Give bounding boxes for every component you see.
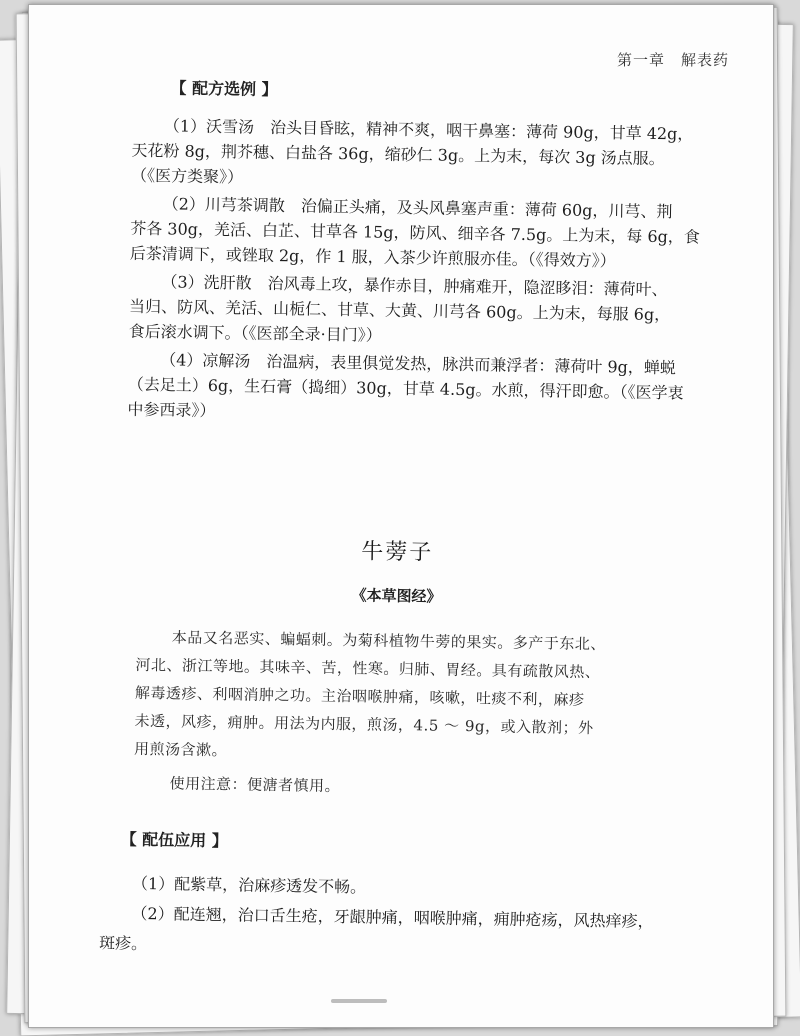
formula-item-1 bbox=[131, 113, 732, 197]
text-line: 中参西录》） bbox=[127, 399, 216, 421]
text-line: 河北、浙江等地。其味辛、苦，性寒。归肺、胃经。具有疏散风热、 bbox=[135, 655, 601, 682]
text-line: 未透，风疹，痈肿。用法为内服，煎汤，4.5 ～ 9g，或入散剂；外 bbox=[134, 711, 594, 738]
combination-section-label: 【 配伍应用 】 bbox=[120, 829, 228, 851]
formula-item-4 bbox=[127, 347, 728, 431]
list-item: （2）配连翘，治口舌生疮，牙龈肿痛，咽喉肿痛，痈肿疮疡，风热痒疹， bbox=[131, 903, 654, 932]
combination-list bbox=[99, 868, 700, 967]
formula-item-2 bbox=[130, 191, 731, 275]
text-line: 当归、防风、羌活、山栀仁、甘草、大黄、川芎各 60g。上为末，每服 6g， bbox=[128, 296, 671, 325]
text-line: 天花粉 8g，荆芥穗、白盐各 36g，缩砂仁 3g。上为末，每次 3g 汤点服。 bbox=[131, 140, 665, 169]
text-line: （2）川芎茶调散 治偏正头痛，及头风鼻塞声重：薄荷 60g，川芎、荆 bbox=[162, 194, 673, 222]
text-line: 解毒透疹、利咽消肿之功。主治咽喉肿痛，咳嗽，吐痰不利，麻疹 bbox=[134, 683, 585, 709]
text-line: （去足土）6g，生石膏（捣细）30g，甘草 4.5g。水煎，得汗即愈。（《医学衷 bbox=[127, 374, 684, 403]
list-item: 斑疹。 bbox=[98, 933, 148, 954]
herb-description bbox=[133, 623, 696, 806]
footer-mark bbox=[331, 999, 387, 1003]
text-line: （《医方类聚》） bbox=[130, 165, 244, 187]
text-line: 芥各 30g，羌活、白芷、甘草各 15g，防风、细辛各 7.5g。上为末，每 6g，食 bbox=[130, 218, 701, 247]
text-line: （4）凉解汤 治温病，表里俱觉发热，脉洪而兼浮者：薄荷叶 9g，蝉蜕 bbox=[160, 350, 677, 378]
text-line: （3）洗肝散 治风毒上攻，暴作赤目，肿痛难开，隐涩眵泪：薄荷叶、 bbox=[161, 272, 668, 300]
book-page bbox=[28, 4, 774, 1028]
text-line: 本品又名恶实、蝙蝠刺。为菊科植物牛蒡的果实。多产于东北、 bbox=[171, 628, 606, 654]
herb-caution: 使用注意：便溏者慎用。 bbox=[169, 774, 341, 796]
text-line: 后茶清调下，或锉取 2g，作 1 服，入茶少许煎服亦佳。（《得效方》） bbox=[129, 243, 616, 271]
page-content bbox=[28, 4, 774, 1028]
text-line: 用煎汤含漱。 bbox=[133, 739, 228, 760]
herb-title: 牛蒡子 bbox=[361, 539, 434, 566]
herb-source: 《本草图经》 bbox=[351, 586, 442, 606]
list-item: （1）配紫草，治麻疹透发不畅。 bbox=[131, 873, 367, 897]
formula-section-label: 【 配方选例 】 bbox=[170, 78, 278, 100]
text-line: 食后滚水调下。（《医部全录·目门》） bbox=[128, 321, 382, 345]
running-head: 第一章 解表药 bbox=[616, 51, 729, 69]
text-line: （1）沃雪汤 治头目昏眩，精神不爽，咽干鼻塞：薄荷 90g，甘草 42g， bbox=[163, 116, 694, 144]
formula-item-3 bbox=[128, 269, 729, 353]
